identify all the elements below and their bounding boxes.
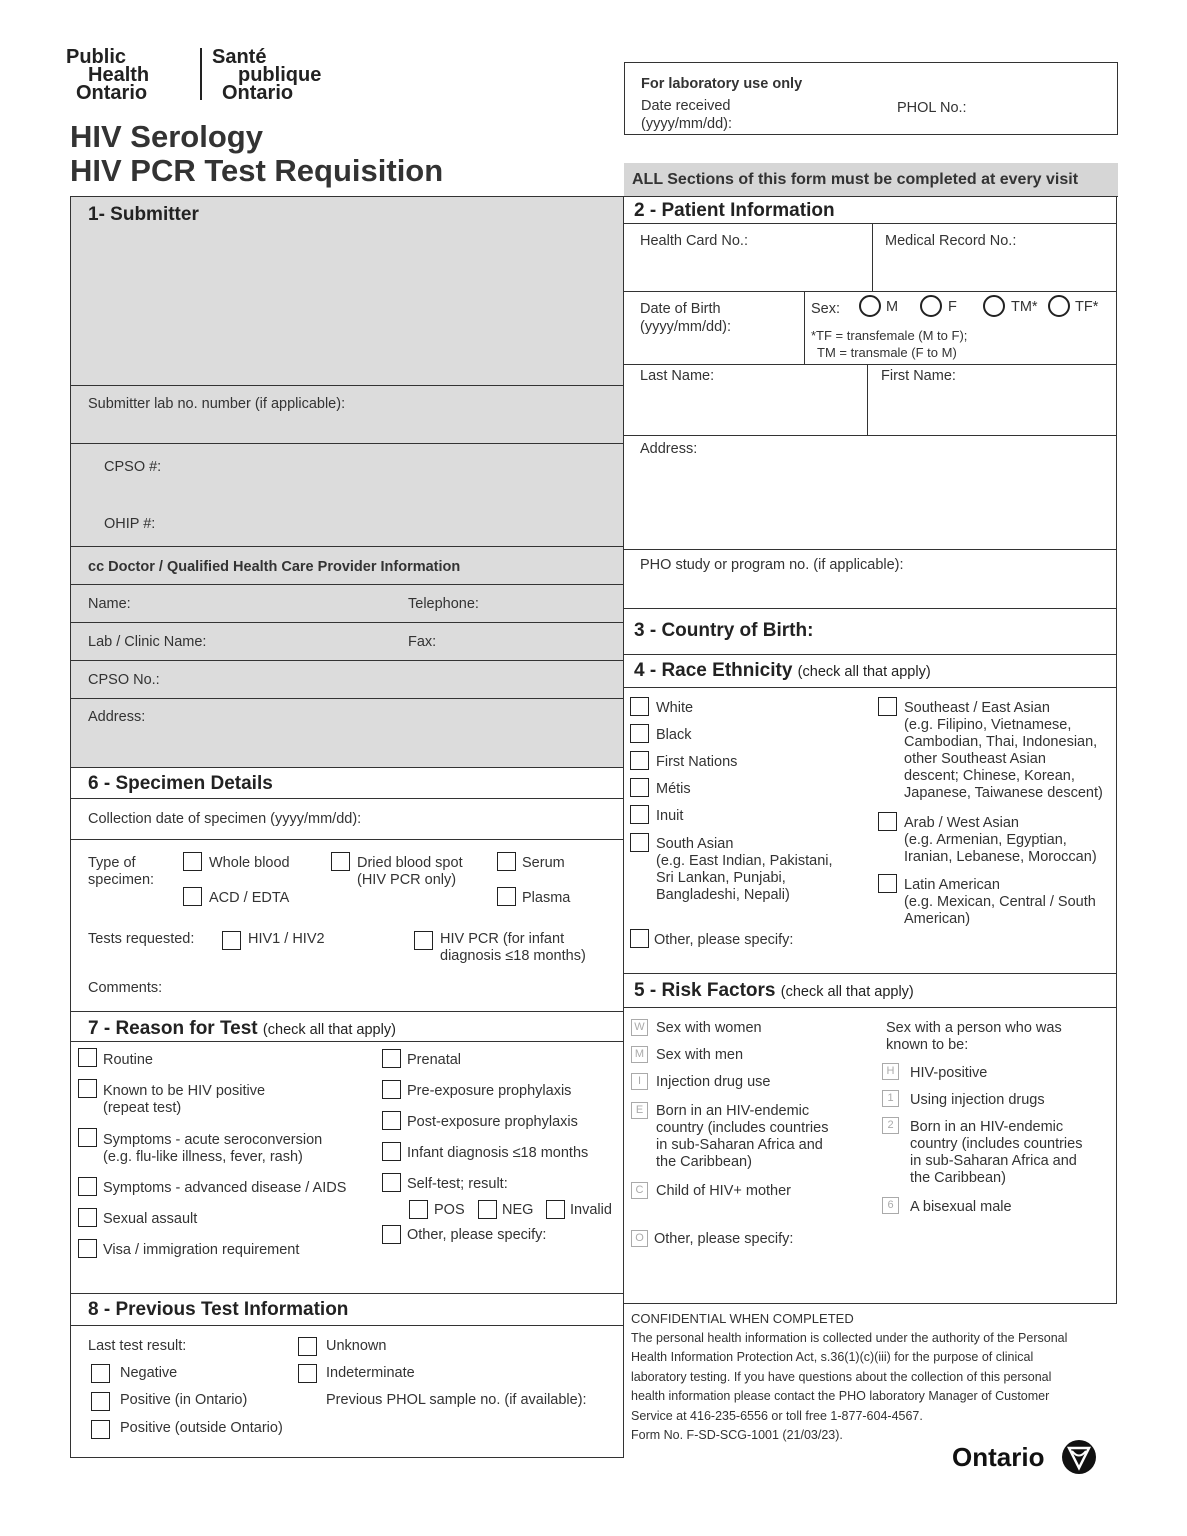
cc-clinic-label: Lab / Clinic Name: [88, 634, 207, 650]
cc-telephone-label: Telephone: [408, 596, 479, 612]
known-positive-checkbox[interactable] [78, 1079, 97, 1098]
black-label: Black [656, 727, 692, 743]
acute-symptoms-checkbox[interactable] [78, 1128, 97, 1147]
arab-label: Arab / West Asian (e.g. Armenian, Egyptian, Iranian, Lebanese, Moroccan) [904, 815, 1097, 865]
routine-label: Routine [103, 1052, 153, 1068]
study-no-label: PHO study or program no. (if applicable): [640, 557, 904, 573]
cc-fax-label: Fax: [408, 634, 437, 650]
latin-american-checkbox[interactable] [878, 874, 897, 893]
race-heading: 4 - Race Ethnicity (check all that apply) [634, 660, 931, 681]
prep-checkbox[interactable] [382, 1080, 401, 1099]
dried-blood-spot-checkbox[interactable] [331, 852, 350, 871]
banner-text: ALL Sections of this form must be completed at every visit [632, 171, 1079, 188]
risk-hiv-positive-label: HIV-positive [910, 1065, 988, 1081]
risk-using-injection-label: Using injection drugs [910, 1092, 1045, 1108]
form-number: Form No. F-SD-SCG-1001 (21/03/23). [631, 1428, 843, 1442]
previous-phol-label: Previous PHOL sample no. (if available): [326, 1392, 587, 1408]
self-test-neg-checkbox[interactable] [478, 1200, 497, 1219]
risk-women-checkbox[interactable]: W [631, 1019, 648, 1036]
ontario-wordmark: Ontario [952, 1442, 1045, 1472]
pep-label: Post-exposure prophylaxis [407, 1114, 578, 1130]
pep-checkbox[interactable] [382, 1111, 401, 1130]
visa-checkbox[interactable] [78, 1239, 97, 1258]
unknown-label: Unknown [326, 1338, 387, 1354]
logo-divider [200, 48, 202, 100]
risk-heading: 5 - Risk Factors (check all that apply) [634, 980, 914, 1001]
logo-french: Santé publique Ontario [212, 46, 322, 104]
risk-using-injection-checkbox[interactable]: 1 [882, 1090, 899, 1107]
previous-heading: 8 - Previous Test Information [88, 1299, 349, 1320]
positive-outside-checkbox[interactable] [91, 1420, 110, 1439]
sex-f-label: F [948, 299, 957, 315]
race-other-checkbox[interactable] [630, 929, 649, 948]
arab-checkbox[interactable] [878, 812, 897, 831]
reason-other-label: Other, please specify: [407, 1227, 547, 1243]
positive-outside-label: Positive (outside Ontario) [120, 1420, 283, 1436]
confidential-text: The personal health information is collected under the authority of the Personal Health Information Protection Act, s.36(1)(c)(iii) for the purpose of clinical laboratory testing. If you have questions about the collection of this personal health information please contact the PHO laboratory Manager of Customer Service at 416-235-6556 or toll free 1-877-604-4567. [631, 1331, 1068, 1423]
serum-label: Serum [522, 855, 565, 871]
sex-label: Sex: [811, 301, 841, 317]
risk-idu-label: Injection drug use [656, 1074, 771, 1090]
sex-tm-radio[interactable] [983, 295, 1005, 317]
infant-diagnosis-label: Infant diagnosis ≤18 months [407, 1145, 589, 1161]
south-asian-label: South Asian (e.g. East Indian, Pakistani, Sri Lankan, Punjabi, Bangladeshi, Nepali) [656, 836, 833, 903]
risk-men-checkbox[interactable]: M [631, 1046, 648, 1063]
south-asian-checkbox[interactable] [630, 833, 649, 852]
self-test-pos-label: POS [434, 1202, 465, 1218]
ontario-logo [952, 1438, 1102, 1476]
risk-endemic-label: Born in an HIV-endemic country (includes countries in sub-Saharan Africa and the Caribbean) [656, 1103, 829, 1170]
hiv-pcr-checkbox[interactable] [414, 931, 433, 950]
sex-m-radio[interactable] [859, 295, 881, 317]
southeast-asian-checkbox[interactable] [878, 697, 897, 716]
self-test-checkbox[interactable] [382, 1173, 401, 1192]
risk-idu-checkbox[interactable]: I [631, 1073, 648, 1090]
acd-edta-checkbox[interactable] [183, 887, 202, 906]
first-nations-label: First Nations [656, 754, 738, 770]
black-checkbox[interactable] [630, 724, 649, 743]
sex-m-label: M [886, 299, 899, 315]
reason-other-checkbox[interactable] [382, 1225, 401, 1244]
tests-requested-label: Tests requested: [88, 931, 195, 947]
specimen-type-label: Type of specimen: [88, 855, 155, 888]
indeterminate-label: Indeterminate [326, 1365, 415, 1381]
reason-heading: 7 - Reason for Test (check all that apply) [88, 1018, 396, 1039]
plasma-checkbox[interactable] [497, 887, 516, 906]
self-test-label: Self-test; result: [407, 1176, 508, 1192]
risk-hiv-positive-checkbox[interactable]: H [882, 1063, 899, 1080]
risk-child-checkbox[interactable]: C [631, 1182, 648, 1199]
metis-checkbox[interactable] [630, 778, 649, 797]
submitter-heading: 1- Submitter [88, 204, 199, 225]
comments-label: Comments: [88, 980, 163, 996]
cc-address-label: Address: [88, 709, 146, 725]
form-title: HIV Serology HIV PCR Test Requisition [70, 119, 444, 188]
sex-tf-label: TF* [1075, 299, 1099, 315]
white-label: White [656, 700, 694, 716]
sexual-assault-label: Sexual assault [103, 1211, 198, 1227]
last-name-label: Last Name: [640, 368, 715, 384]
trillium-icon [1060, 1438, 1098, 1476]
known-to-be-label: Sex with a person who was known to be: [886, 1020, 1062, 1053]
self-test-invalid-checkbox[interactable] [546, 1200, 565, 1219]
prenatal-label: Prenatal [407, 1052, 462, 1068]
patient-address-label: Address: [640, 441, 698, 457]
inuit-checkbox[interactable] [630, 805, 649, 824]
submitter-lab-no-label: Submitter lab no. number (if applicable): [88, 396, 346, 412]
inuit-label: Inuit [656, 808, 684, 824]
self-test-neg-label: NEG [502, 1202, 534, 1218]
metis-label: Métis [656, 781, 691, 797]
last-test-label: Last test result: [88, 1338, 187, 1354]
sex-f-radio[interactable] [920, 295, 942, 317]
risk-endemic-partner-label: Born in an HIV-endemic country (includes countries in sub-Saharan Africa and the Caribbean) [910, 1119, 1083, 1186]
collection-date-label: Collection date of specimen (yyyy/mm/dd): [88, 811, 362, 827]
sex-tf-radio[interactable] [1048, 295, 1070, 317]
logo-english: Public Health Ontario [66, 46, 150, 104]
dried-blood-spot-label: Dried blood spot (HIV PCR only) [357, 855, 463, 888]
patient-heading: 2 - Patient Information [634, 200, 835, 221]
acd-edta-label: ACD / EDTA [209, 890, 290, 906]
cpso-label: CPSO #: [104, 459, 162, 475]
negative-checkbox[interactable] [91, 1364, 110, 1383]
negative-label: Negative [120, 1365, 178, 1381]
pho-logo [66, 48, 346, 104]
indeterminate-checkbox[interactable] [298, 1364, 317, 1383]
lab-use-box: For laboratory use only Date received (yyyy/mm/dd): PHOL No.: [624, 62, 1118, 135]
advanced-disease-label: Symptoms - advanced disease / AIDS [103, 1180, 347, 1196]
cc-provider-heading: cc Doctor / Qualified Health Care Provider Information [88, 559, 461, 575]
sex-note-tm: TM = transmale (F to M) [817, 345, 957, 360]
sex-note-tf: *TF = transfemale (M to F); [811, 328, 968, 343]
plasma-label: Plasma [522, 890, 571, 906]
unknown-checkbox[interactable] [298, 1337, 317, 1356]
race-other-label: Other, please specify: [654, 932, 794, 948]
confidential-heading: CONFIDENTIAL WHEN COMPLETED [631, 1311, 854, 1326]
specimen-heading: 6 - Specimen Details [88, 773, 273, 794]
southeast-asian-label: Southeast / East Asian (e.g. Filipino, Vietnamese, Cambodian, Thai, Indonesian, other Southeast Asian descent; Chinese, Korean, Japanese, Taiwanese descent) [904, 700, 1103, 801]
hiv1-hiv2-label: HIV1 / HIV2 [248, 931, 325, 947]
risk-endemic-partner-checkbox[interactable]: 2 [882, 1117, 899, 1134]
advanced-disease-checkbox[interactable] [78, 1177, 97, 1196]
ohip-label: OHIP #: [104, 516, 156, 532]
first-nations-checkbox[interactable] [630, 751, 649, 770]
dob-label: Date of Birth [640, 301, 721, 317]
self-test-invalid-label: Invalid [570, 1202, 612, 1218]
known-positive-label: Known to be HIV positive (repeat test) [103, 1083, 266, 1116]
risk-bisexual-checkbox[interactable]: 6 [882, 1197, 899, 1214]
country-heading: 3 - Country of Birth: [634, 620, 814, 641]
self-test-pos-checkbox[interactable] [409, 1200, 428, 1219]
risk-bisexual-label: A bisexual male [910, 1199, 1012, 1215]
dob-format-label: (yyyy/mm/dd): [640, 319, 732, 335]
visa-label: Visa / immigration requirement [103, 1242, 300, 1258]
risk-women-label: Sex with women [656, 1020, 762, 1036]
risk-men-label: Sex with men [656, 1047, 744, 1063]
cc-cpso-label: CPSO No.: [88, 672, 160, 688]
prep-label: Pre-exposure prophylaxis [407, 1083, 572, 1099]
positive-ontario-label: Positive (in Ontario) [120, 1392, 248, 1408]
hiv-pcr-label: HIV PCR (for infant diagnosis ≤18 months) [440, 931, 586, 964]
whole-blood-checkbox[interactable] [183, 852, 202, 871]
risk-other-checkbox[interactable]: O [631, 1230, 648, 1247]
infant-diagnosis-checkbox[interactable] [382, 1142, 401, 1161]
positive-ontario-checkbox[interactable] [91, 1392, 110, 1411]
white-checkbox[interactable] [630, 697, 649, 716]
risk-endemic-checkbox[interactable]: E [631, 1102, 648, 1119]
latin-american-label: Latin American (e.g. Mexican, Central / South American) [904, 877, 1096, 927]
cc-name-label: Name: [88, 596, 131, 612]
sexual-assault-checkbox[interactable] [78, 1208, 97, 1227]
whole-blood-label: Whole blood [209, 855, 290, 871]
medical-record-label: Medical Record No.: [885, 233, 1017, 249]
prenatal-checkbox[interactable] [382, 1049, 401, 1068]
hiv1-hiv2-checkbox[interactable] [222, 931, 241, 950]
first-name-label: First Name: [881, 368, 956, 384]
risk-child-label: Child of HIV+ mother [656, 1183, 791, 1199]
sex-tm-label: TM* [1011, 299, 1038, 315]
serum-checkbox[interactable] [497, 852, 516, 871]
risk-other-label: Other, please specify: [654, 1231, 794, 1247]
routine-checkbox[interactable] [78, 1048, 97, 1067]
health-card-label: Health Card No.: [640, 233, 748, 249]
acute-symptoms-label: Symptoms - acute seroconversion (e.g. flu-like illness, fever, rash) [103, 1132, 323, 1165]
